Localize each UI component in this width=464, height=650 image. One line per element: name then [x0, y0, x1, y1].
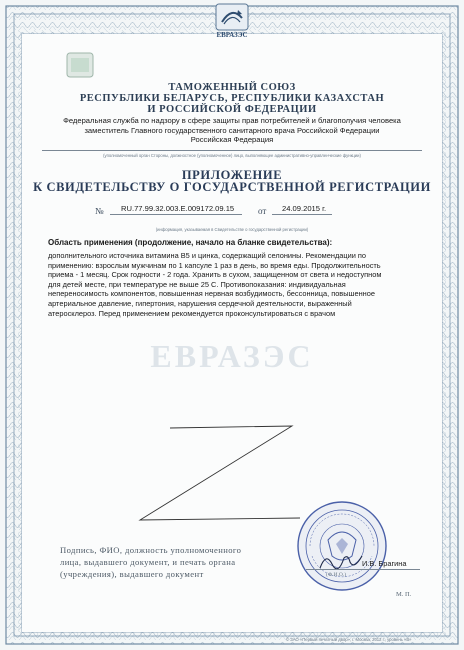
mp-label: М. П. [396, 591, 412, 598]
agency-line-3: Российская Федерация [190, 135, 274, 144]
signatory-name: И.В. Брагина [362, 559, 407, 568]
watermark [133, 333, 331, 379]
body-line: приема - 1 месяц. Срок годности - 2 года. Хранить в сухом, защищенном от света и недоступном [48, 270, 382, 280]
body-line: дополнительного источника витамина В5 и цинка, содержащий селонины. Рекомендации по [48, 251, 367, 260]
signature-caption-2: лица, выдавшего документ, и печать органа [60, 556, 236, 567]
number-label: № [95, 206, 104, 216]
watermark-text: ЕВРАЗЭС [150, 338, 314, 374]
body-line: артериальное давление, гипертония, нарушения сердечной деятельности, выраженный [48, 299, 352, 308]
body-line: атеросклероз. Перед применением рекомендуется проконсультироваться с врачом [48, 308, 336, 318]
union-line-1: ТАМОЖЕННЫЙ СОЮЗ [168, 82, 296, 93]
registration-number: RU.77.99.32.003.Е.009172.09.15 [121, 204, 235, 213]
number-rule [110, 214, 242, 215]
appendix-title: ПРИЛОЖЕНИЕ [181, 168, 283, 182]
fio-label: (Ф.И.О.) [326, 572, 347, 578]
union-line-3: И РОССИЙСКОЙ ФЕДЕРАЦИИ [147, 104, 317, 115]
agency-rule [42, 150, 422, 151]
signature-caption-1: Подпись, ФИО, должность уполномоченного [60, 545, 242, 555]
printer-imprint: © ЗАО «Первый печатный двор», г. Москва, 2012 г., уровень «В» [286, 637, 412, 642]
appendix-subtitle: К СВИДЕТЕЛЬСТВУ О ГОСУДАРСТВЕННОЙ РЕГИСТРАЦИИ [33, 180, 431, 194]
signature-rule [306, 569, 420, 570]
logo-text: ЕВРАЗЭС [216, 31, 248, 39]
agency-caption: (уполномоченный орган Стороны, должностное (уполномоченное) лицо, выполняющее административно-управленческие функции) [103, 153, 361, 158]
blank-space-z-line [130, 422, 310, 527]
body-line: непереносимость компонентов, повышенная нервная возбудимость, бессонница, повышенное [48, 289, 375, 299]
official-seal [296, 500, 388, 592]
registration-date: 24.09.2015 г. [282, 204, 327, 213]
union-line-2: РЕСПУБЛИКИ БЕЛАРУСЬ, РЕСПУБЛИКИ КАЗАХСТАН [79, 93, 385, 104]
agency-line-1: Федеральная служба по надзору в сфере защиты прав потребителей и благополучия человека [63, 116, 401, 125]
date-label: от [258, 206, 267, 216]
hologram-sticker [66, 52, 94, 78]
agency-line-2: заместитель Главного государственного санитарного врача Российской Федерации [84, 125, 380, 135]
date-rule [272, 214, 332, 215]
registration-caption: (информация, указываемая в Свидетельстве о государственной регистрации) [155, 227, 309, 232]
body-line: для детей месте, при температуре не выше 25 С. Противопоказания: индивидуальная [48, 279, 346, 289]
scope-heading: Область применения (продолжение, начало на бланке свидетельства): [48, 238, 333, 247]
signature-caption-3: (учреждения), выдавшего документ [60, 568, 204, 579]
body-line: применению: взрослым мужчинам по 1 капсуле 1 раз в день, во время еды. Продолжительность [48, 260, 381, 270]
